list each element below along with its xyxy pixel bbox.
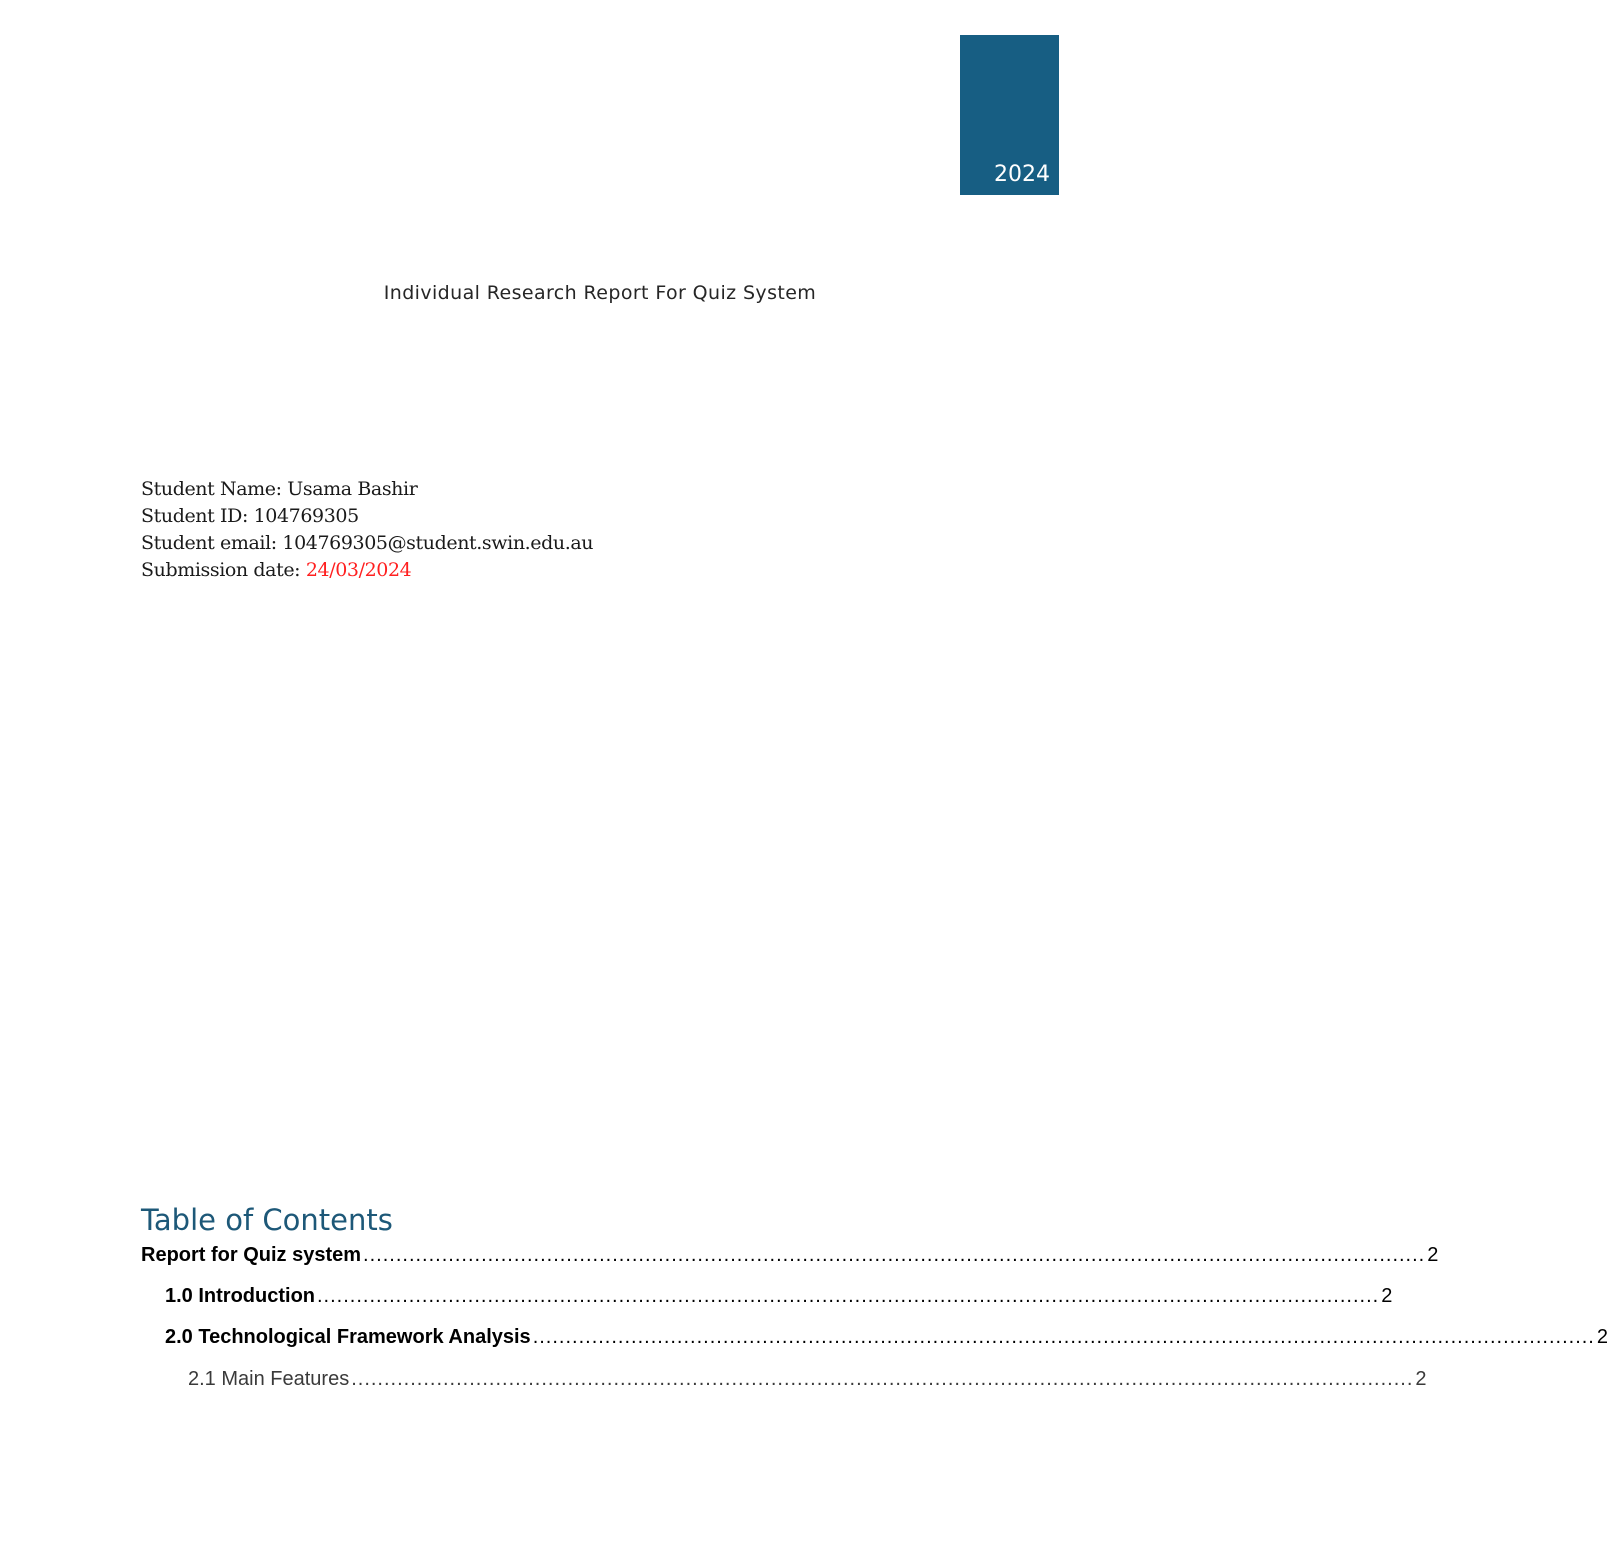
toc-entry-report[interactable]	[141, 1244, 1439, 1267]
submission-date-label: Submission date:	[141, 559, 306, 581]
toc-entry-text: Report for Quiz system	[141, 1244, 362, 1266]
student-id: 104769305	[253, 505, 359, 527]
toc-page-number: 2	[1415, 1368, 1427, 1390]
student-name-label: Student Name:	[141, 478, 288, 500]
toc-entry-text: 2.0 Technological Framework Analysis	[165, 1326, 531, 1348]
toc-entry-main-features[interactable]	[188, 1368, 1427, 1391]
toc-entry-introduction[interactable]	[165, 1285, 1393, 1308]
student-id-line	[141, 503, 593, 530]
toc-leader-dots: ..................................................................................................................................................................	[363, 1244, 1426, 1266]
toc-leader-dots: ..................................................................................................................................................................	[351, 1368, 1414, 1390]
student-email-line	[141, 530, 593, 557]
toc-page-number: 2	[1427, 1244, 1439, 1266]
toc-leader-dots: ..................................................................................................................................................................	[317, 1285, 1380, 1307]
year-banner	[960, 35, 1059, 195]
student-name-line	[141, 476, 593, 503]
toc-leader-dots: ..................................................................................................................................................................	[532, 1326, 1595, 1348]
toc-entry-framework-analysis[interactable]	[165, 1326, 1608, 1349]
toc-page-number: 2	[1596, 1326, 1608, 1348]
year-label: 2024	[994, 162, 1050, 187]
submission-date-line	[141, 557, 593, 584]
toc-entry-text: 1.0 Introduction	[165, 1285, 315, 1307]
toc-page-number: 2	[1381, 1285, 1393, 1307]
student-email-label: Student email:	[141, 532, 283, 554]
submission-date: 24/03/2024	[305, 559, 412, 581]
student-name: Usama Bashir	[287, 478, 418, 500]
toc-heading: Table of Contents	[141, 1203, 393, 1237]
toc-entry-text: 2.1 Main Features	[188, 1368, 350, 1390]
student-email: 104769305@student.swin.edu.au	[282, 532, 594, 554]
document-title: Individual Research Report For Quiz System	[383, 282, 817, 304]
student-id-label: Student ID:	[141, 505, 254, 527]
student-info-block	[141, 476, 593, 584]
